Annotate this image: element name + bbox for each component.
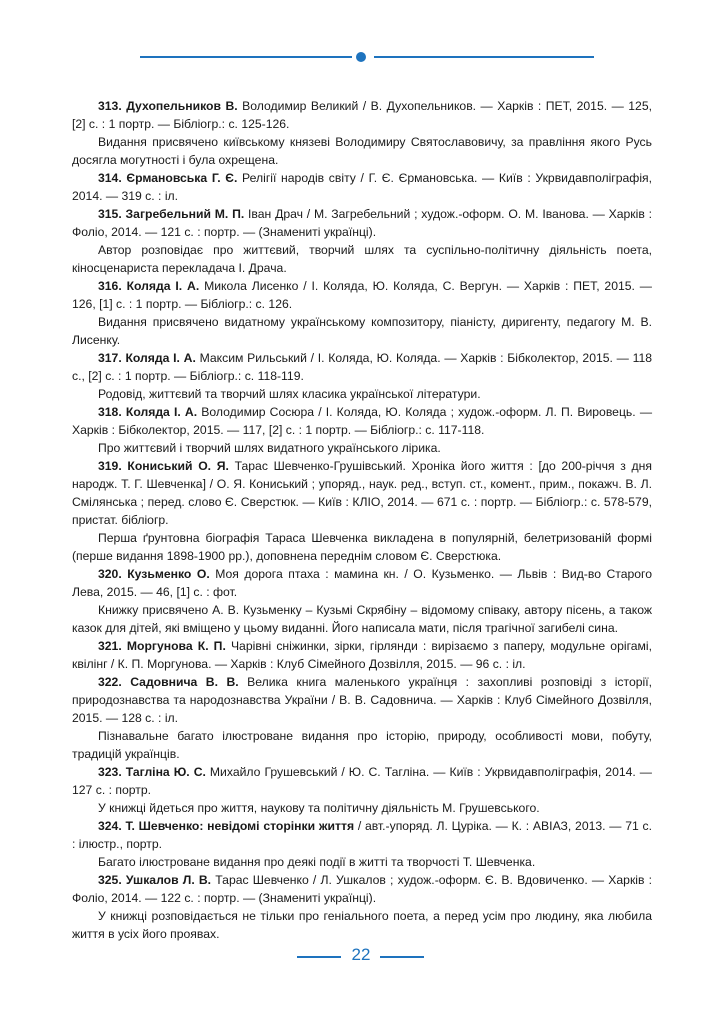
bib-entry — [72, 817, 652, 871]
entry-annotation: Видання присвячено київському князеві Володимиру Святославовичу, за правління якого Русь досягла могутності і була охрещена. — [72, 135, 652, 167]
page-number: 22 — [351, 945, 371, 964]
bib-entry — [72, 97, 652, 169]
entry-annotation: Книжку присвячено А. В. Кузьменку – Кузьмі Скрябіну – відомому співаку, автору пісень, а також казок для дітей, які вміщено у цьому виданні. Його написала мати, після трагічної загибелі сина. — [72, 603, 652, 635]
bib-entry — [72, 565, 652, 637]
entry-annotation: Перша ґрунтовна біографія Тараса Шевченка викладена в популярній, белетризованій формі (перше видання 1898-1900 рр.), доповнена переднім словом Є. Сверстюка. — [72, 531, 652, 563]
entry-number: 318. — [98, 405, 122, 419]
entry-author: Садовнича В. В. — [130, 675, 239, 689]
footer-rule-left — [297, 956, 341, 958]
entry-annotation: Видання присвячено видатному українському композитору, піаністу, диригенту, педагогу М. В. Лисенку. — [72, 315, 652, 347]
entry-description: / авт.-упоряд. Л. Цуріка. — К. : АВІАЗ, 2013. — 71 с. : ілюстр., портр. — [72, 819, 652, 851]
entry-annotation: Родовід, життєвий та творчий шлях класика української літератури. — [98, 387, 481, 401]
entry-author: Коляда І. А. — [125, 405, 198, 419]
entry-number: 316. — [98, 279, 122, 293]
header-rule-left — [140, 56, 352, 58]
bib-entry — [72, 457, 652, 565]
entry-author: Моргунова К. П. — [126, 639, 226, 653]
entry-number: 319. — [98, 459, 122, 473]
bib-record — [72, 817, 652, 853]
entry-description: Тарас Шевченко-Грушівський. Хроніка його життя : [до 200-річчя з дня народж. Т. Г. Шевченка] / О. Я. Кониський ; упоряд., наук. ред., вступ. ст., комент., прим., покажч. В. Л. Смілянська ; перед. слово Є. Сверстюк. — Київ : КЛІО, 2014. — 671 с. : портр. — Бібліогр.: с. 578-579, пристат. бібліогр. — [72, 459, 652, 527]
bib-record — [72, 403, 652, 439]
bib-entry — [72, 871, 652, 943]
bib-entry — [72, 403, 652, 457]
bib-record — [72, 637, 652, 673]
entry-author: Кузьменко О. — [127, 567, 210, 581]
bib-record — [72, 277, 652, 313]
entry-number: 321. — [98, 639, 122, 653]
entry-number: 314. — [98, 171, 122, 185]
header-dot — [356, 52, 366, 62]
entry-annotation: У книжці розповідається не тільки про геніального поета, а перед усім про людину, яка любила життя в усіх його проявах. — [72, 909, 652, 941]
entry-author: Ушкалов Л. В. — [125, 873, 212, 887]
bib-record — [72, 673, 652, 727]
entry-author: Загребельний М. П. — [125, 207, 245, 221]
entry-author: Єрмановська Г. Є. — [126, 171, 238, 185]
entry-description: Моя дорога птаха : мамина кн. / О. Кузьменко. — Львів : Вид-во Старого Лева, 2015. — 46, [1] с. : фот. — [72, 567, 652, 599]
bib-record — [72, 457, 652, 529]
bib-record — [72, 349, 652, 385]
entry-description: Тарас Шевченко / Л. Ушкалов ; худож.-оформ. Є. В. Вдовиченко. — Харків : Фоліо, 2014. — 122 с. : портр. — (Знамениті українці). — [72, 873, 653, 905]
bib-record — [72, 565, 652, 601]
entry-author: Коляда І. А. — [125, 351, 196, 365]
entry-description: Іван Драч / М. Загребельний ; худож.-оформ. О. М. Іванова. — Харків : Фоліо, 2014. — 121 с. : портр. — (Знамениті українці). — [72, 207, 652, 239]
bib-record — [72, 205, 652, 241]
entry-number: 317. — [98, 351, 122, 365]
bib-entry — [72, 637, 652, 673]
entry-number: 323. — [98, 765, 122, 779]
entry-annotation: Багато ілюстроване видання про деякі події в житті та творчості Т. Шевченка. — [98, 855, 536, 869]
entry-description: Володимир Сосюра / І. Коляда, Ю. Коляда ; худож.-оформ. Л. П. Вировець. — Харків : Бібколектор, 2015. — 117, [2] с. : 1 портр. — Бібліогр.: с. 117-118. — [72, 405, 653, 437]
footer-rule-right — [380, 956, 424, 958]
entry-number: 313. — [98, 99, 122, 113]
bib-record — [72, 763, 652, 799]
entry-author: Кониський О. Я. — [127, 459, 229, 473]
bib-entry — [72, 673, 652, 763]
entry-description: Михайло Грушевський / Ю. С. Тагліна. — Київ : Укрвидавполіграфія, 2014. — 127 с. : портр. — [72, 765, 652, 797]
entry-number: 324. — [98, 819, 122, 833]
entry-annotation: Пізнавальне багато ілюстроване видання про історію, природу, особливості мови, побуту, традицій українців. — [72, 729, 652, 761]
entry-author: Т. Шевченко: невідомі сторінки життя — [125, 819, 355, 833]
entry-description: Володимир Великий / В. Духопельников. — Харків : ПЕТ, 2015. — 125, [2] с. : 1 портр. — Бібліогр.: с. 125-126. — [72, 99, 652, 131]
entry-annotation: У книжці йдеться про життя, наукову та політичну діяльність М. Грушевського. — [98, 801, 540, 815]
entry-description: Релігії народів світу / Г. Є. Єрмановська. — Київ : Укрвидавполіграфія, 2014. — 319 с. : іл. — [72, 171, 653, 203]
entry-number: 320. — [98, 567, 122, 581]
entry-number: 322. — [98, 675, 122, 689]
entry-description: Велика книга маленького українця : захопливі розповіді з історії, природознавства та народознавства України / В. В. Садовнича. — Харків : Клуб Сімейного Дозвілля, 2015. — 128 с. : іл. — [72, 675, 653, 725]
entry-annotation: Автор розповідає про життєвий, творчий шлях та суспільно-політичну діяльність поета, кіносценариста перекладача І. Драча. — [72, 243, 652, 275]
entry-annotation: Про життєвий і творчий шлях видатного українського лірика. — [98, 441, 441, 455]
entry-description: Максим Рильський / І. Коляда, Ю. Коляда. — Харків : Бібколектор, 2015. — 118 с., [2] с. : 1 портр. — Бібліогр.: с. 118-119. — [72, 351, 652, 383]
entry-number: 325. — [98, 873, 122, 887]
bib-entry — [72, 205, 652, 277]
bib-record — [72, 871, 652, 907]
bib-record — [72, 169, 652, 205]
bib-entry — [72, 277, 652, 349]
entry-description: Чарівні сніжинки, зірки, гірлянди : вирізаємо з паперу, модульне орігамі, квілінг / К. П. Моргунова. — Харків : Клуб Сімейного Дозвілля, 2015. — 96 с. : іл. — [72, 639, 652, 671]
page-footer — [0, 947, 722, 967]
entry-author: Коляда І. А. — [126, 279, 200, 293]
bibliography-list — [72, 97, 652, 943]
entry-author: Духопельников В. — [126, 99, 238, 113]
entry-author: Тагліна Ю. С. — [125, 765, 206, 779]
bib-entry — [72, 349, 652, 403]
bib-record — [72, 97, 652, 133]
bib-entry — [72, 763, 652, 817]
entry-description: Микола Лисенко / І. Коляда, Ю. Коляда, С. Вергун. — Харків : ПЕТ, 2015. — 126, [1] с. : 1 портр. — Бібліогр.: с. 126. — [72, 279, 652, 311]
entry-number: 315. — [98, 207, 122, 221]
bib-entry — [72, 169, 652, 205]
header-rule-right — [374, 56, 594, 58]
